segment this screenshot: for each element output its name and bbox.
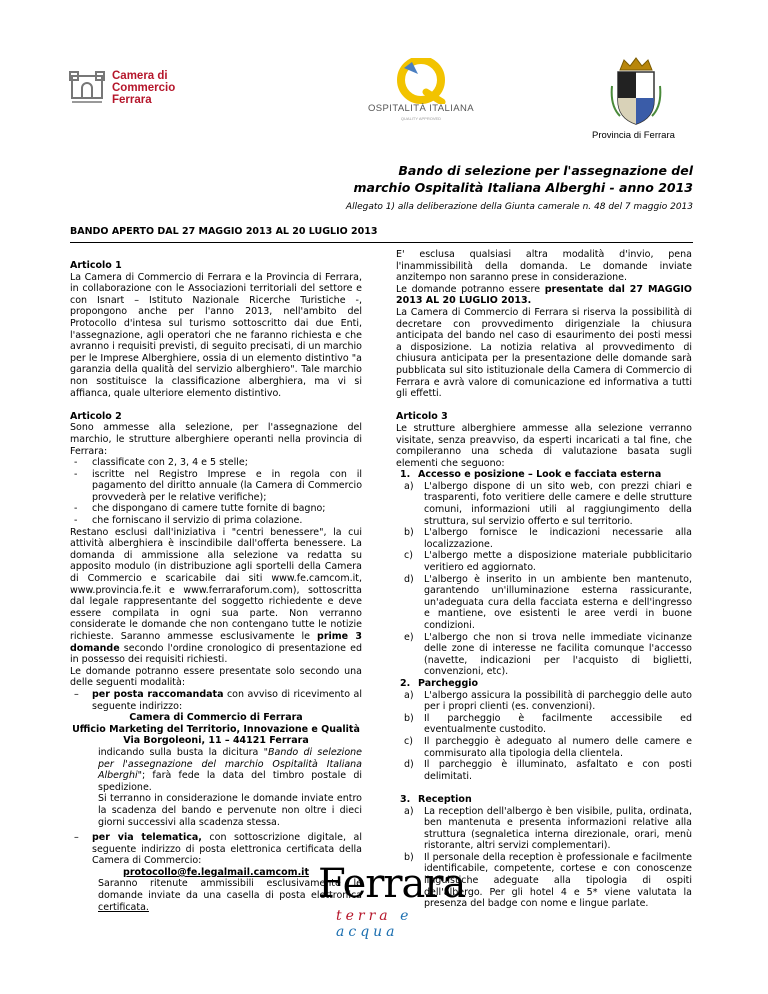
- q-logo-text: OSPITALITÀ ITALIANA: [368, 103, 474, 114]
- castle-icon: [68, 66, 108, 106]
- title-line-1: Bando di selezione per l'assegnazione del: [398, 163, 693, 178]
- submission-mode-pec: – per via telematica, con sottoscrizione digitale, al seguente indirizzo di posta elettronica certificata della Camera di Commercio:: [74, 832, 362, 867]
- cc-logo-line1: Camera di Commercio: [112, 70, 176, 94]
- allegato-note: Allegato 1) alla deliberazione della Giunta camerale n. 48 del 7 maggio 2013: [345, 202, 693, 212]
- art2-paragraph-2: Le domande potranno essere presentate solo secondo una delle seguenti modalità:: [70, 665, 362, 689]
- list-item: d) Il parcheggio è illuminato, asfaltato e con posti delimitati.: [404, 759, 692, 782]
- art2-item-3: che dispongano di camere tutte fornite di bagno;: [92, 503, 326, 515]
- coat-of-arms-icon: [610, 56, 662, 126]
- list-item: - classificate con 2, 3, 4 e 5 stelle;: [74, 457, 248, 469]
- address-line-1: Camera di Commercio di Ferrara: [129, 712, 303, 724]
- art2-item-4: che forniscano il servizio di prima colazione.: [92, 515, 303, 527]
- address-line-2: Ufficio Marketing del Territorio, Innovazione e Qualità: [72, 723, 360, 735]
- art2-item-1: classificate con 2, 3, 4 e 5 stelle;: [92, 457, 248, 469]
- section-heading: 2. Parcheggio: [400, 677, 479, 689]
- ospitalita-italiana-logo: [368, 58, 474, 128]
- ferrara-terra-e-acqua-logo: [318, 860, 466, 940]
- ferrara-tagline: terra e acqua: [336, 908, 413, 940]
- camera-di-commercio-logo: [68, 66, 208, 106]
- art1-text: La Camera di Commercio di Ferrara e la Provincia di Ferrara, in collaborazione con le Associazioni territoriali del settore e con Isnart – Istituto Nazionale Ricerche Turistiche -, propongono anche per l'anno 2013, nell'ambito del Protocollo d'intesa sul turismo sottoscritto dai due Enti, l'assegnazione, agli operatori che ne faranno richiesta e che avranno i requisiti previsti, di seguito precisati, di un marchio per le Imprese Alberghiere, ossia di un elemento distintivo "a garanzia della qualità del servizio alberghiero". Tale marchio non sostituisce la classificazione alberghiera, ma vi si affianca, quale ulteriore elemento distintivo.: [70, 271, 362, 399]
- q-mark-icon: [368, 58, 474, 104]
- list-item: c) Il parcheggio è adeguato al numero delle camere e commisurato alla tipologia della clientela.: [404, 735, 692, 759]
- right-column: [396, 249, 692, 910]
- right-paragraph-3: La Camera di Commercio di Ferrara si riserva la possibilità di decretare con provvedimento dirigenziale la chiusura anticipata del bando nel caso di esaurimento dei posti messi a disposizione. La notizia relativa al provvedimento di chiusura anticipata per la presentazione delle domande sarà pubblicata sul sito istituzionale della Camera di Commercio di Ferrara e avrà valore di comunicazione ed informativa a tutti gli effetti.: [396, 306, 692, 400]
- pec-email-link[interactable]: protocollo@fe.legalmail.camcom.it: [123, 866, 309, 878]
- ferrara-wordmark: Ferrara: [318, 861, 466, 907]
- list-item: - che forniscano il servizio di prima colazione.: [74, 515, 303, 527]
- list-item: a) La reception dell'albergo è ben visibile, pulita, ordinata, ben mantenuta e presenta informazioni relative alla struttura (segnaletica interna direzionale, orari, menù ristorante, altri servizi complementari).: [404, 805, 692, 852]
- art3-heading: Articolo 3: [396, 411, 448, 423]
- bando-dates: BANDO APERTO DAL 27 MAGGIO 2013 AL 20 LUGLIO 2013: [70, 226, 378, 237]
- list-item: e) L'albergo che non si trova nelle immediate vicinanze delle zone di interesse ne facilita comunque l'accesso (navette, indicazioni per l'acquisto di biglietti, convenzioni, etc).: [404, 631, 692, 678]
- left-column: [70, 260, 362, 913]
- province-name: Provincia di Ferrara: [592, 130, 675, 141]
- provincia-coat-of-arms: [610, 56, 662, 126]
- art2-paragraph-1: Restano esclusi dall'iniziativa i "centri benessere", la cui attività alberghiera è inscindibile dall'offerta benessere. La domanda di ammissione alla selezione va redatta su apposito modulo (in distribuzione agli sportelli della Camera di Commercio e scaricabile dai siti www.fe.camcom.it, www.provincia.fe.it e www.ferraraforum.com), sottoscritta dal legale rappresentante del soggetto richiedente e deve essere compilata in ogni sua parte. Non verranno considerate le domande che non contengano tutte le notizie richieste. Saranno ammesse esclusivamente le prime 3 domande secondo l'ordine cronologico di presentazione ed in possesso dei requisiti richiesti.: [70, 526, 362, 666]
- list-item: b) Il parcheggio è facilmente accessibile ed eventualmente custodito.: [404, 712, 692, 736]
- art2-item-2: iscritte nel Registro Imprese e in regola con il pagamento del diritto annuale (la Camera di Commercio provvederà per le relative verifiche);: [92, 468, 362, 503]
- art2-heading: Articolo 2: [70, 410, 122, 422]
- q-logo-subtext: QUALITY APPROVED: [400, 116, 442, 121]
- right-paragraph-2: Le domande potranno essere presentate dal 27 MAGGIO 2013 AL 20 LUGLIO 2013.: [396, 283, 692, 307]
- art2-intro: Sono ammesse alla selezione, per l'assegnazione del marchio, le strutture alberghiere operanti nella provincia di Ferrara:: [70, 422, 362, 457]
- right-paragraph-1: E' esclusa qualsiasi altra modalità d'invio, pena l'inammissibilità della domanda. Le domande inviate anzitempo non saranno prese in considerazione.: [396, 249, 692, 284]
- list-item: a) L'albergo assicura la possibilità di parcheggio delle auto per i propri clienti (es. convenzioni).: [404, 689, 692, 713]
- art3-intro: Le strutture alberghiere ammesse alla selezione verranno visitate, senza preavviso, da esperti incaricati a tal fine, che compileranno una scheda di valutazione basata sugli elementi che seguono:: [396, 422, 692, 469]
- section-heading: 1. Accesso e posizione – Look e facciata esterna: [400, 469, 662, 481]
- list-item: - iscritte nel Registro Imprese e in regola con il pagamento del diritto annuale (la Camera di Commercio provvederà per le relative verifiche);: [74, 468, 362, 503]
- title-line-2: marchio Ospitalità Italiana Alberghi - anno 2013: [353, 180, 693, 195]
- list-item: b) L'albergo fornisce le indicazioni necessarie alla localizzazione.: [404, 527, 692, 550]
- list-item: a) L'albergo dispone di un sito web, con prezzi chiari e trasparenti, foto veritiere delle camere e delle strutture comuni, informazioni utili al raggiungimento della struttura, sul servizio offerto e sul territorio.: [404, 480, 692, 527]
- post-deadline-note: Si terranno in considerazione le domande inviate entro la scadenza del bando e pervenute non oltre i dieci giorni successivi alla scadenza stessa.: [98, 793, 362, 828]
- post-instructions: indicando sulla busta la dicitura "Bando di selezione per l'assegnazione del marchio Ospitalità Italiana Alberghi"; farà fede la data del timbro postale di spedizione.: [98, 746, 362, 793]
- list-item: - che dispongano di camere tutte fornite di bagno;: [74, 503, 326, 515]
- list-item: b) Il personale della reception è professionale e facilmente identificabile, competente, cortese e con conoscenze linguistiche adeguate alla tipologia di ospiti dell'albergo. Per gli hotel 4 e 5* viene valutata la presenza del badge con nome e lingue parlate.: [404, 851, 692, 910]
- pec-note: Saranno ritenute ammissibili esclusivamente le domande inviate da una casella di posta elettronica certificata.: [98, 878, 362, 913]
- list-item: c) L'albergo mette a disposizione materiale pubblicitario veritiero ed aggiornato.: [404, 550, 692, 574]
- submission-mode-post: – per posta raccomandata con avviso di ricevimento al seguente indirizzo:: [74, 688, 362, 712]
- address-line-3: Via Borgoleoni, 11 – 44121 Ferrara: [123, 735, 309, 747]
- divider: [70, 242, 693, 243]
- art1-heading: Articolo 1: [70, 260, 122, 271]
- section-heading: 3. Reception: [400, 793, 472, 805]
- page-title: [354, 162, 693, 196]
- list-item: d) L'albergo è inserito in un ambiente ben mantenuto, garantendo un'illuminazione esterna rassicurante, un'adeguata cura della facciata esterna e dell'ingresso e mantiene, ove esistenti le aree verdi in buone condizioni.: [404, 573, 692, 631]
- cc-logo-line2: Ferrara: [112, 94, 152, 106]
